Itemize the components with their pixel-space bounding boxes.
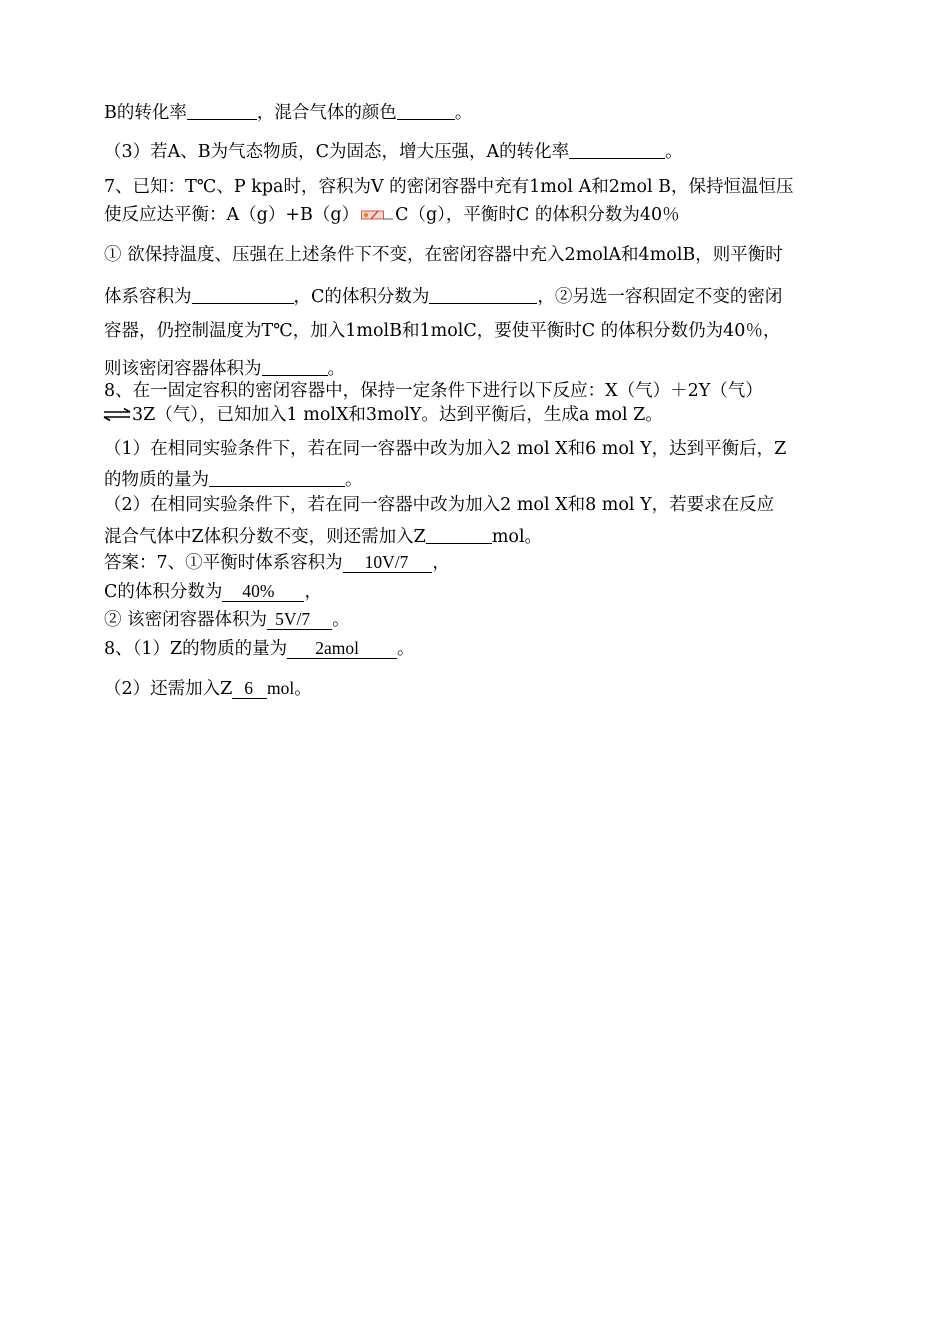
text: B的转化率 [104, 103, 187, 123]
text: （2）在相同实验条件下，若在同一容器中改为加入2 mol X和8 mol Y，若要求在反应 [104, 495, 775, 515]
line-q8-1 [104, 380, 763, 402]
text: ② 该密闭容器体积为 [104, 610, 268, 630]
blank [426, 525, 492, 544]
line-q8-2 [104, 404, 663, 426]
line-q8-6 [104, 523, 542, 548]
text: 。 [345, 470, 363, 490]
text: 8、在一固定容积的密闭容器中，保持一定条件下进行以下反应：X（气）＋2Y（气） [104, 381, 763, 401]
line-b-conversion [104, 99, 472, 124]
answer-value: 6 [232, 678, 267, 699]
blank [192, 285, 294, 304]
line-q7-1 [104, 176, 794, 198]
text: 8、（1）Z的物质的量为 [104, 639, 288, 659]
text: 。 [327, 359, 345, 379]
answer-7-1 [104, 551, 450, 574]
line-q7-2 [104, 204, 680, 226]
text: 的物质的量为 [104, 470, 209, 490]
text: ， [304, 582, 322, 602]
line-q6-3 [104, 138, 683, 163]
text: 。 [454, 103, 473, 123]
line-q7-4 [104, 283, 782, 308]
line-q7-6 [104, 355, 345, 380]
text: ，混合气体的颜色 [256, 103, 397, 123]
answer-value: 40% [222, 581, 304, 602]
equilibrium-arrow-icon [102, 408, 132, 422]
text: 。 [332, 610, 350, 630]
text: 。 [396, 639, 415, 659]
blank [429, 285, 537, 304]
text: 则该密闭容器体积为 [104, 359, 262, 379]
text: （1）在相同实验条件下，若在同一容器中改为加入2 mol X和6 mol Y，达到平衡后，Z [104, 439, 787, 459]
line-q7-3 [104, 244, 783, 266]
text: mol。 [491, 527, 543, 547]
text: 3Z（气），已知加入1 molX和3molY。达到平衡后，生成a mol Z。 [132, 405, 663, 425]
answer-7-2 [104, 580, 322, 603]
text: mol。 [267, 678, 312, 698]
answer-value: 10V/7 [343, 552, 433, 573]
text: 7、已知：T℃、P kpa时，容积为V 的密闭容器中充有1mol A和2mol B，保持恒温恒压 [104, 177, 794, 197]
reversible-arrow-icon [361, 209, 393, 221]
blank [262, 357, 328, 376]
answer-8-1 [104, 637, 414, 660]
line-q8-4 [104, 466, 363, 491]
answer-value: 5V/7 [267, 609, 332, 630]
text: ， [432, 553, 450, 573]
answer-7-3 [104, 608, 350, 631]
text: ，②另选一容积固定不变的密闭 [537, 287, 783, 307]
text: 。 [665, 142, 683, 162]
blank [569, 140, 665, 159]
text: ① 欲保持温度、压强在上述条件下不变，在密闭容器中充入2molA和4molB，则平衡时 [104, 245, 783, 265]
line-q7-5 [104, 320, 780, 342]
blank [187, 101, 257, 120]
text: 答案：7、①平衡时体系容积为 [104, 553, 343, 573]
text: ，C的体积分数为 [293, 287, 430, 307]
text: （3）若A、B为气态物质，C为固态，增大压强，A的转化率 [104, 142, 570, 162]
line-q8-5 [104, 494, 774, 516]
text: （2）还需加入Z [104, 679, 233, 699]
blank [209, 468, 345, 487]
text: C的体积分数为 [104, 582, 223, 602]
answer-value: 2amol [287, 638, 397, 659]
text: 混合气体中Z体积分数不变，则还需加入Z [104, 527, 426, 547]
text: C（g），平衡时C 的体积分数为40％ [395, 205, 680, 225]
text: 容器，仍控制温度为T℃，加入1molB和1molC，要使平衡时C 的体积分数仍为40％， [104, 321, 781, 341]
blank [397, 101, 455, 120]
text: 体系容积为 [104, 287, 192, 307]
answer-8-2 [104, 677, 312, 700]
line-q8-3 [104, 438, 786, 460]
text: 使反应达平衡：A（g）+B（g） [104, 205, 360, 225]
